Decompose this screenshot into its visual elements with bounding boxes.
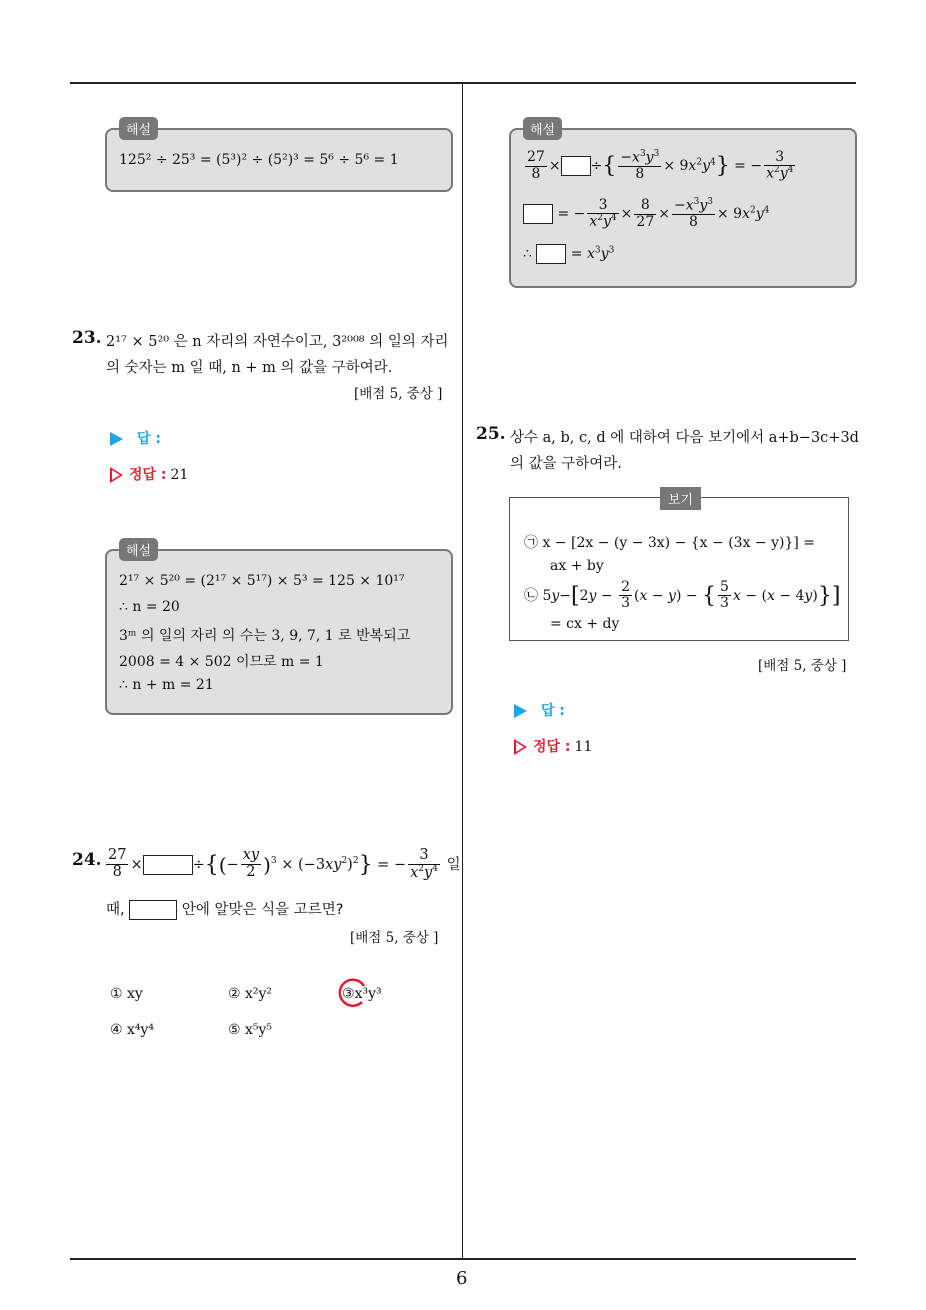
question-text: 의 값을 구하여라.: [510, 456, 622, 472]
example-tag: 보기: [660, 487, 701, 510]
example-box: [509, 497, 849, 641]
solution-line: 2¹⁷ × 5²⁰ = (2¹⁷ × 5¹⁷) × 5³ = 125 × 10¹⁷: [119, 573, 405, 589]
correct-answer: 정답 : 11: [514, 736, 592, 756]
question-number: 24.: [72, 850, 102, 870]
question-number: 23.: [72, 328, 102, 348]
page-number: 6: [456, 1268, 468, 1289]
outline-triangle-icon: [110, 467, 123, 483]
example-line: ㉠ x − [2x − (y − 3x) − {x − (3x − y)}] =: [524, 535, 816, 551]
solution-line: ∴ n + m = 21: [119, 677, 214, 693]
question-formula: $\frac{27}{8}$ × ÷{(− $\frac{xy}{2}$ )$^3 \times (-3xy^2)^2$} = − $\frac{3}{x^2y^4}$ 일: [108, 847, 461, 881]
solution-line: = − $\frac{3}{x^2y^4}$ × $\frac{8}{27}$ × $\frac{-x^3y^3}{8}$ × $9x^2y^4$: [523, 198, 769, 230]
solution-line: 2008 = 4 × 502 이므로 m = 1: [119, 654, 324, 670]
choice-2[interactable]: ② x²y²: [228, 986, 273, 1002]
column-divider: [462, 84, 463, 1260]
blank-box: [129, 900, 177, 920]
solution-tag: 해설: [119, 538, 158, 561]
choice-4[interactable]: ④ x⁴y⁴: [110, 1022, 155, 1038]
score-difficulty: [배점 5, 중상 ]: [350, 930, 439, 946]
question-text: 때, 안에 알맞은 식을 고르면?: [106, 902, 344, 918]
solution-tag: 해설: [523, 117, 562, 140]
selected-circle-icon: [334, 976, 370, 1010]
correct-answer: 정답 : 21: [110, 464, 188, 484]
blank-box: [561, 156, 591, 176]
solution-box-24: [509, 128, 857, 288]
example-line: ax + by: [550, 558, 604, 574]
blank-box: [536, 244, 566, 264]
solution-line: 125² ÷ 25³ = (5³)² ÷ (5²)³ = 5⁶ ÷ 5⁶ = 1: [119, 152, 399, 168]
correct-answer-value: 11: [574, 739, 593, 755]
choice-5[interactable]: ⑤ x⁵y⁵: [228, 1022, 273, 1038]
solution-line: 3ᵐ 의 일의 자리 의 수는 3, 9, 7, 1 로 반복되고: [119, 628, 411, 644]
solution-line: ∴ = $x^3y^3$: [523, 245, 615, 262]
bottom-rule: [70, 1258, 856, 1260]
top-rule: [70, 82, 856, 84]
solution-line: $\frac{27}{8}$ × ÷{ $\frac{-x^3y^3}{8}$ × $9x^2y^4$} = − $\frac{3}{x^2y^4}$: [527, 149, 794, 183]
solution-line: ∴ n = 20: [119, 599, 180, 615]
choice-1[interactable]: ① xy: [110, 986, 143, 1002]
choice-3[interactable]: ③x³y³: [342, 986, 382, 1002]
example-line: = cx + dy: [550, 616, 620, 632]
question-text: 2¹⁷ × 5²⁰ 은 n 자리의 자연수이고, 3²⁰⁰⁸ 의 일의 자리: [106, 334, 449, 350]
score-difficulty: [배점 5, 중상 ]: [354, 386, 443, 402]
correct-answer-value: 21: [170, 467, 189, 483]
score-difficulty: [배점 5, 중상 ]: [758, 658, 847, 674]
blank-box: [143, 855, 193, 875]
solution-tag: 해설: [119, 117, 158, 140]
question-number: 25.: [476, 424, 506, 444]
answer-field[interactable]: 답 :: [514, 700, 565, 720]
play-icon: [514, 704, 527, 718]
outline-triangle-icon: [514, 739, 527, 755]
solution-box-23: [105, 549, 453, 715]
play-icon: [110, 432, 123, 446]
example-line: ㉡ 5y−[2y − $\frac{2}{3}$ (x − y) − { $\frac{5}{3}$ x − (x − 4y)}]: [524, 579, 841, 612]
answer-field[interactable]: 답 :: [110, 428, 161, 448]
question-text: 의 숫자는 m 일 때, n + m 의 값을 구하여라.: [106, 360, 393, 376]
blank-box: [523, 204, 553, 224]
question-text: 상수 a, b, c, d 에 대하여 다음 보기에서 a+b−3c+3d: [510, 430, 859, 446]
